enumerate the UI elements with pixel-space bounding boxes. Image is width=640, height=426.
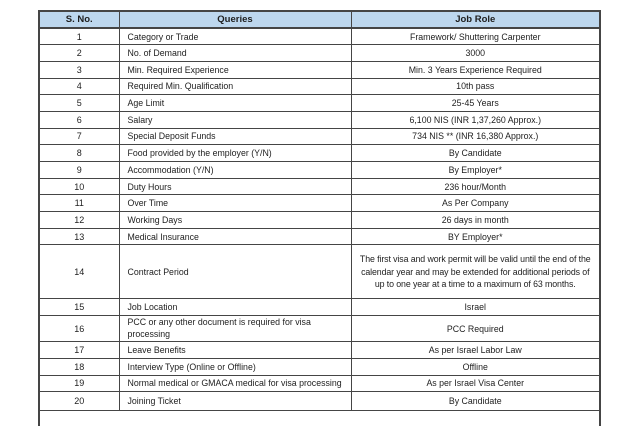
cell-role: PCC Required [351, 316, 600, 342]
table-row [39, 78, 600, 95]
cell-query: Job Location [119, 299, 351, 316]
cell-sno: 16 [39, 316, 119, 342]
cell-role: By Employer* [351, 162, 600, 179]
cell-query: Food provided by the employer (Y/N) [119, 145, 351, 162]
table-row [39, 95, 600, 112]
cell-role: The first visa and work permit will be valid until the end of the calendar year and may be extended for additional periods of up to one year at a time to a maximum of 63 months. [351, 245, 600, 299]
cell-role: 6,100 NIS (INR 1,37,260 Approx.) [351, 111, 600, 128]
cell-sno: 11 [39, 195, 119, 212]
cell-role: Offline [351, 358, 600, 375]
cell-query: Salary [119, 111, 351, 128]
cell-query: Duty Hours [119, 178, 351, 195]
table-row [39, 212, 600, 229]
table-row [39, 28, 600, 45]
table-row [39, 392, 600, 411]
cell-query: PCC or any other document is required for visa processing [119, 316, 351, 342]
cell-sno: 2 [39, 45, 119, 62]
table-row [39, 145, 600, 162]
cell-role: 3000 [351, 45, 600, 62]
table-row [39, 299, 600, 316]
cell-sno: 4 [39, 78, 119, 95]
cell-query: Category or Trade [119, 28, 351, 45]
header-sno: S. No. [39, 11, 119, 28]
table-row [39, 45, 600, 62]
cell-query: Over Time [119, 195, 351, 212]
cell-query: No. of Demand [119, 45, 351, 62]
table-row [39, 195, 600, 212]
cell-role: As per Israel Visa Center [351, 375, 600, 392]
cell-query: Interview Type (Online or Offline) [119, 358, 351, 375]
cell-sno: 9 [39, 162, 119, 179]
cell-sno: 3 [39, 61, 119, 78]
cell-sno: 14 [39, 245, 119, 299]
cell-sno: 1 [39, 28, 119, 45]
cell-role: Israel [351, 299, 600, 316]
cell-role: By Candidate [351, 392, 600, 411]
cell-query: Medical Insurance [119, 228, 351, 245]
cell-role: BY Employer* [351, 228, 600, 245]
cell-sno: 8 [39, 145, 119, 162]
cell-sno: 17 [39, 342, 119, 359]
table-row-contract-period [39, 245, 600, 299]
cell-query: Contract Period [119, 245, 351, 299]
cell-sno: 5 [39, 95, 119, 112]
cell-query: Min. Required Experience [119, 61, 351, 78]
cell-role: 236 hour/Month [351, 178, 600, 195]
cell-role: 10th pass [351, 78, 600, 95]
cell-role: 26 days in month [351, 212, 600, 229]
cell-sno: 18 [39, 358, 119, 375]
cell-role: 734 NIS ** (INR 16,380 Approx.) [351, 128, 600, 145]
cell-sno: 19 [39, 375, 119, 392]
cell-query: Accommodation (Y/N) [119, 162, 351, 179]
cell-sno: 20 [39, 392, 119, 411]
table-row [39, 358, 600, 375]
cell-query: Joining Ticket [119, 392, 351, 411]
cell-role: As per Israel Labor Law [351, 342, 600, 359]
cell-role: By Candidate [351, 145, 600, 162]
table-row [39, 128, 600, 145]
cell-query: Age Limit [119, 95, 351, 112]
table-row [39, 61, 600, 78]
table-header-row [39, 11, 600, 28]
cell-role: Framework/ Shuttering Carpenter [351, 28, 600, 45]
cell-sno: 10 [39, 178, 119, 195]
cell-role: 25-45 Years [351, 95, 600, 112]
cell-query: Special Deposit Funds [119, 128, 351, 145]
cell-sno: 15 [39, 299, 119, 316]
table-row-pcc [39, 316, 600, 342]
table-row [39, 228, 600, 245]
empty-cell [39, 411, 600, 426]
header-query: Queries [119, 11, 351, 28]
cell-sno: 7 [39, 128, 119, 145]
table-row [39, 342, 600, 359]
cell-query: Leave Benefits [119, 342, 351, 359]
cell-sno: 12 [39, 212, 119, 229]
table-row [39, 375, 600, 392]
cell-query: Normal medical or GMACA medical for visa processing [119, 375, 351, 392]
cell-role: Min. 3 Years Experience Required [351, 61, 600, 78]
job-details-table [38, 10, 601, 426]
table-row [39, 178, 600, 195]
cell-sno: 13 [39, 228, 119, 245]
cell-role: As Per Company [351, 195, 600, 212]
cell-sno: 6 [39, 111, 119, 128]
header-role: Job Role [351, 11, 600, 28]
empty-partial-row [39, 411, 600, 426]
table-row [39, 111, 600, 128]
cell-query: Required Min. Qualification [119, 78, 351, 95]
cell-query: Working Days [119, 212, 351, 229]
table-row [39, 162, 600, 179]
